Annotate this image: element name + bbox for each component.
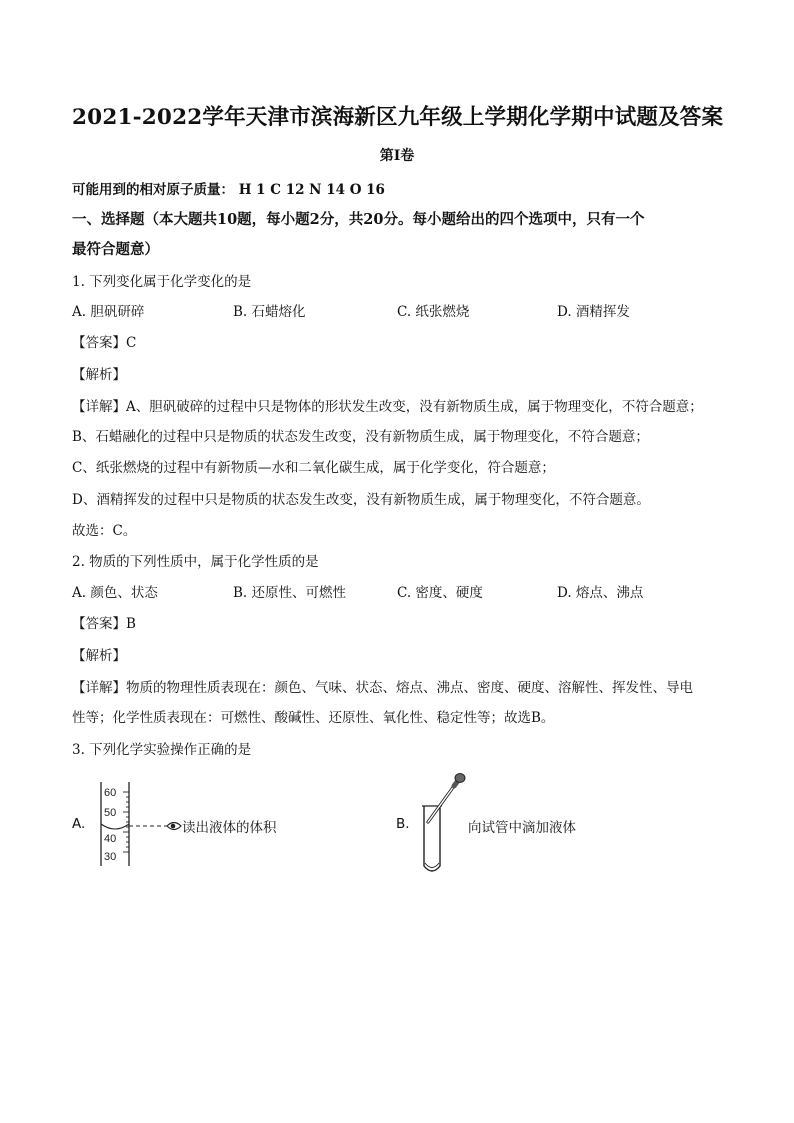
- q2-option-a: A. 颜色、状态: [72, 585, 158, 601]
- q1-detail-line: 【详解】A、胆矾破碎的过程中只是物体的形状发生改变，没有新物质生成，属于物理变化，不符合题意；: [72, 399, 703, 415]
- q2-option-c: C. 密度、硬度: [397, 585, 483, 601]
- q2-option-b: B. 还原性、可燃性: [233, 585, 347, 601]
- q1-option-c: C. 纸张燃烧: [397, 304, 470, 320]
- cylinder-tick-label: 30: [104, 851, 117, 863]
- q1-conclusion: 故选：C。: [72, 523, 137, 539]
- test-tube-dropper-diagram: [410, 770, 470, 880]
- cylinder-tick-label: 40: [104, 833, 117, 845]
- q3-option-a-letter: A.: [72, 816, 86, 832]
- dropper-icon: [428, 774, 465, 823]
- cylinder-tick-label: 50: [104, 807, 117, 819]
- q1-detail-line: D、酒精挥发的过程中只是物质的状态发生改变，没有新物质生成，属于物理变化，不符合题意。: [72, 492, 650, 508]
- q2-option-d: D. 熔点、沸点: [557, 585, 644, 601]
- q1-detail-line: B、石蜡融化的过程中只是物质的状态发生改变，没有新物质生成，属于物理变化，不符合题意；: [72, 429, 649, 445]
- section-heading-line2: 最符合题意）: [72, 241, 159, 258]
- q1-option-a: A. 胆矾研碎: [72, 304, 145, 320]
- section-heading-line1: 一、选择题（本大题共10题，每小题2分，共20分。每小题给出的四个选项中，只有一个: [72, 211, 645, 228]
- q1-analysis: 【解析】: [72, 367, 126, 383]
- cylinder-tick-label: 60: [104, 787, 117, 799]
- q1-answer: 【答案】C: [72, 335, 137, 351]
- q3-option-a-caption: 读出液体的体积: [182, 820, 277, 836]
- atomic-mass-line: 可能用到的相对原子质量： H 1 C 12 N 14 O 16: [72, 182, 385, 198]
- q3-option-b-letter: B.: [396, 816, 410, 832]
- q1-detail-line: C、纸张燃烧的过程中有新物质—水和二氧化碳生成，属于化学变化，符合题意；: [72, 460, 555, 476]
- q2-stem: 2. 物质的下列性质中，属于化学性质的是: [72, 554, 319, 570]
- q3-option-b-caption: 向试管中滴加液体: [468, 820, 576, 836]
- q3-stem: 3. 下列化学实验操作正确的是: [72, 742, 252, 758]
- q1-option-b: B. 石蜡熔化: [233, 304, 306, 320]
- q1-option-d: D. 酒精挥发: [557, 304, 630, 320]
- q1-stem: 1. 下列变化属于化学变化的是: [72, 274, 252, 290]
- q2-analysis: 【解析】: [72, 648, 126, 664]
- q2-detail-line: 【详解】物质的物理性质表现在：颜色、气味、状态、熔点、沸点、密度、硬度、溶解性、挥发性、导电: [72, 680, 693, 696]
- q2-detail-line: 性等；化学性质表现在：可燃性、酸碱性、还原性、氧化性、稳定性等；故选B。: [72, 710, 555, 726]
- volume-heading: 第I卷: [379, 148, 415, 164]
- page-title: 2021-2022学年天津市滨海新区九年级上学期化学期中试题及答案: [72, 105, 724, 130]
- eye-icon: [167, 823, 181, 830]
- q2-answer: 【答案】B: [72, 616, 136, 632]
